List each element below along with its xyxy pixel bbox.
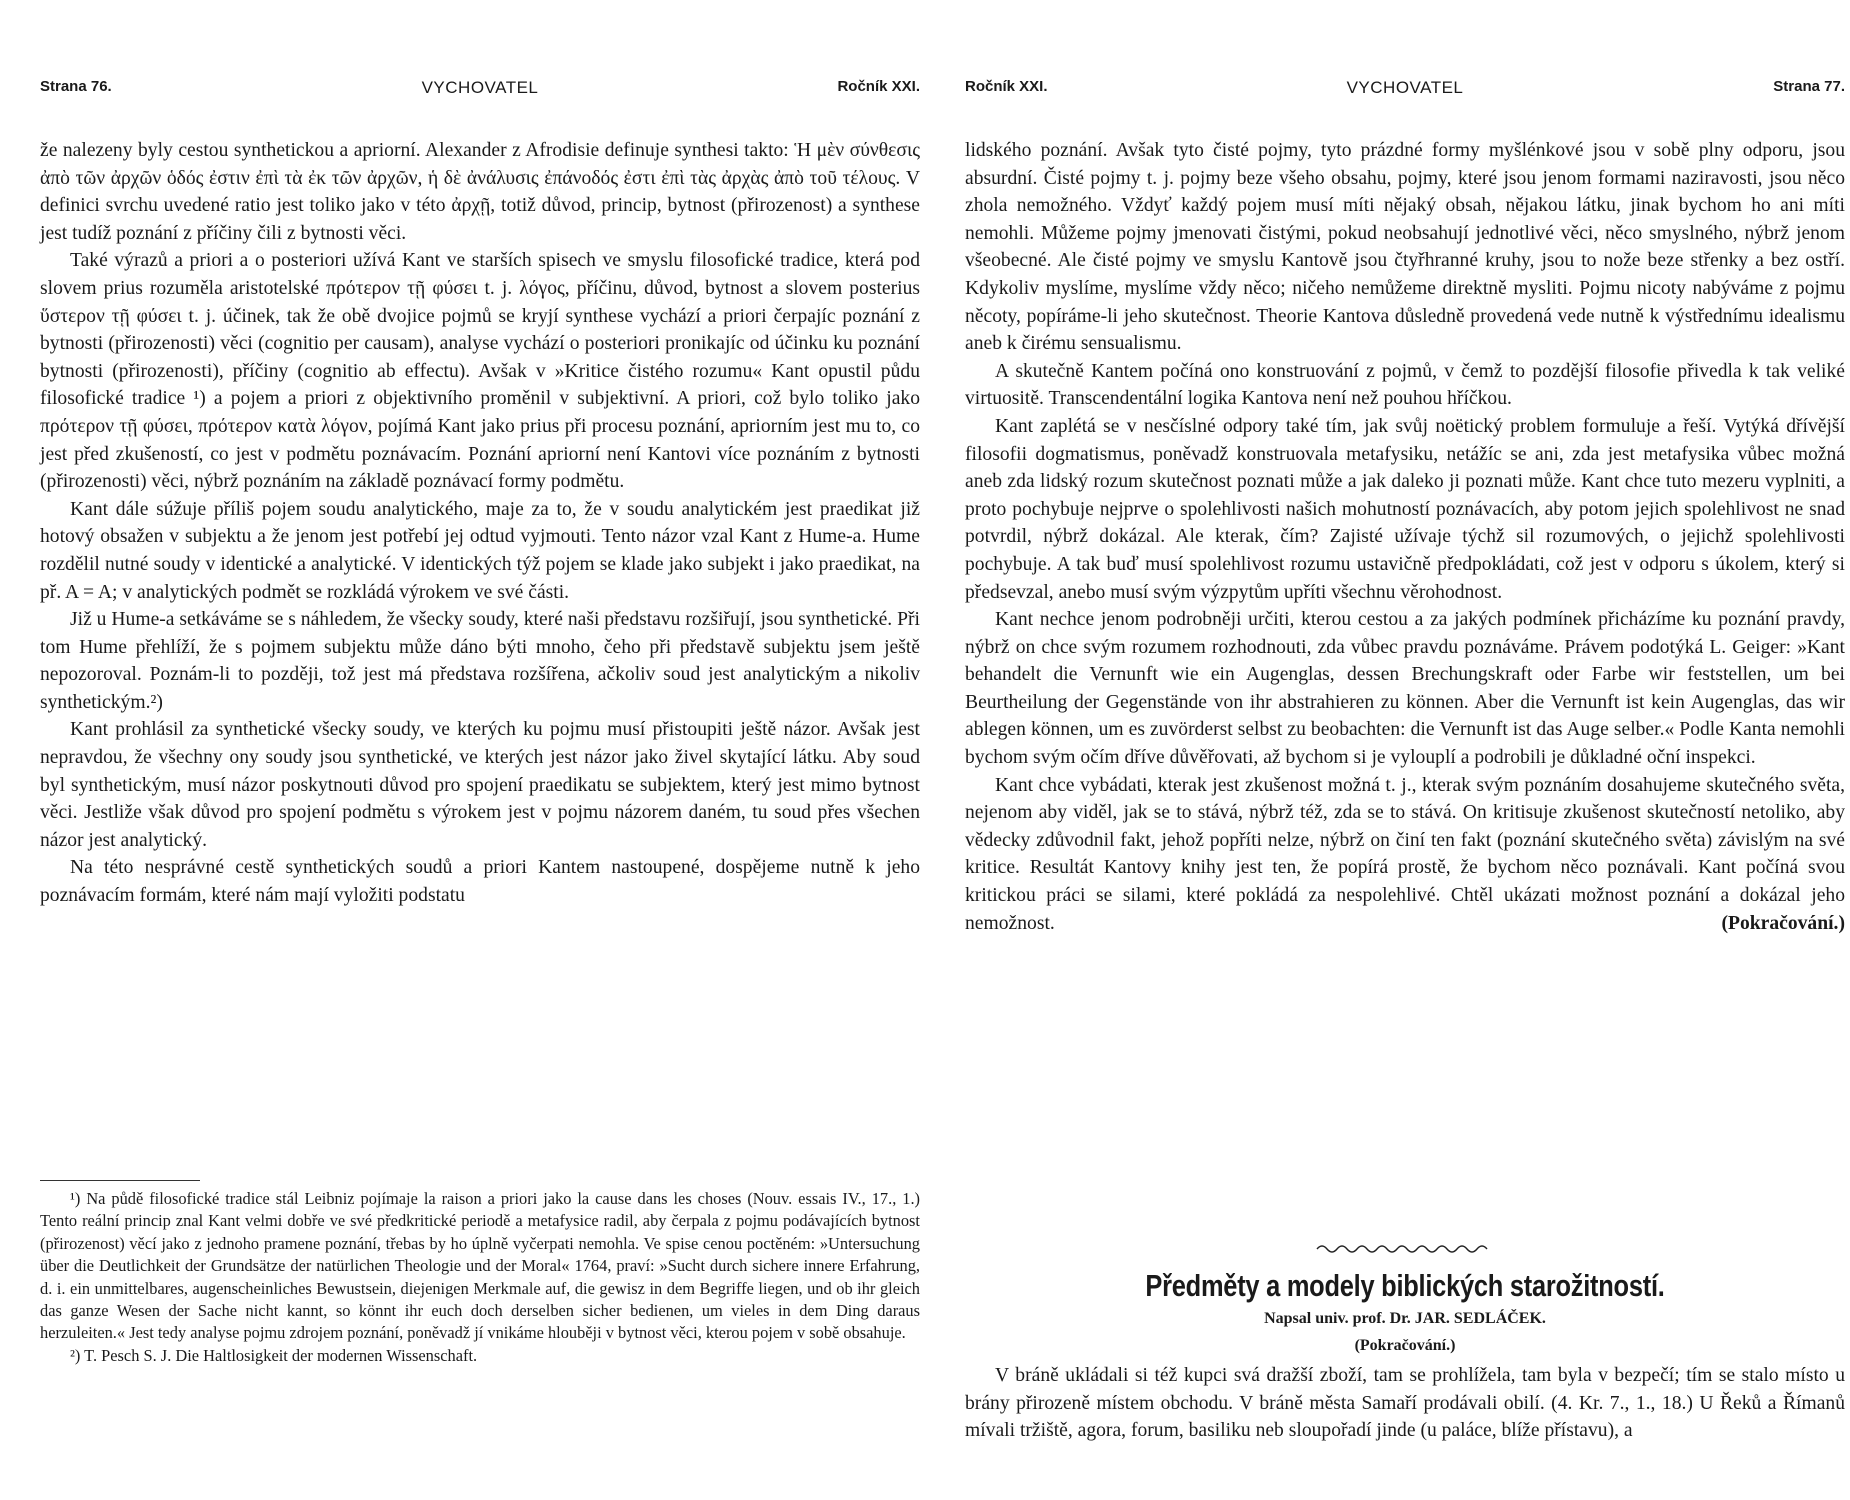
journal-title: VYCHOVATEL (421, 78, 539, 97)
footnote: ²) T. Pesch S. J. Die Haltlosigkeit der modernen Wissenschaft. (70, 1345, 478, 1365)
paragraph-last (965, 772, 1845, 938)
volume-label: Ročník XXI. (965, 78, 1048, 95)
paragraph: Na této nesprávné cestě synthetických soudů a priori Kantem nastoupené, dospějeme nutně k jeho poznávacím formám, které nám mají vyložiti podstatu (40, 857, 920, 907)
paragraph: že nalezeny byly cestou synthetickou a apriorní. Alexander z Afrodisie definuje synthesi takto: Ἡ μὲν σύνθεσις ἀπὸ τῶν ἀρχῶν ὁδός ἐστιν ἐπὶ τὰ ἐκ τῶν ἀρχῶν, ἡ δὲ ἀνάλυσις ἐπάνοδός ἐστι ἐπὶ τὰς ἀρχὰς ἀπὸ τοῦ τέλους. V definici svrchu uvedené ratio jest toliko jako v této ἀρχῇ, totiž důvod, princip, bytnost (přirozenost) a synthese jest tudíž poznání z příčiny čili z bytnosti věci. (40, 140, 920, 244)
article-byline: Napsal univ. prof. Dr. JAR. SEDLÁČEK. (1264, 1310, 1546, 1327)
right-page (965, 0, 1845, 1500)
volume-label: Ročník XXI. (837, 78, 920, 95)
page-number: Strana 77. (1773, 78, 1845, 95)
journal-title: VYCHOVATEL (1346, 78, 1464, 97)
paragraph: Kant prohlásil za synthetické všecky soudy, ve kterých ku pojmu musí přistoupiti ještě názor. Avšak jest nepravdou, že všechny ony soudy jsou synthetické, ve kterých jest názor jako živel skytající látku. Aby soud byl synthetickým, musí názor poskytnouti důvod pro spojení praedikatu se subjektem, který jest mimo bytnost věci. Jestliže však důvod pro spojení podmětu s výrokem jest v pojmu názorem daném, tu soud přes všechen názor jest analytický. (40, 719, 920, 851)
article-text (965, 1362, 1845, 1445)
main-text (965, 137, 1845, 937)
page-number: Strana 76. (40, 78, 112, 95)
paragraph: Kant nechce jenom podrobněji určiti, kterou cestou a za jakých podmínek přicházíme ku poznání pravdy, nýbrž on chce svým rozumem rozhodnouti, zda vůbec pravdu poznáváme. Právem podotýká L. Geiger: »Kant behandelt die Vernunft wie ein Augenglas, dessen Brechungskraft oder Farbe wir feststellen, um bei Beurtheilung der Gegenstände von ihr abstrahieren zu können. Aber die Vernunft ist kein Augenglas, das wir ablegen können, um es zuvörderst selbst zu beobachten: die Vernunft ist das Auge selber.« Podle Kanta nemohli bychom svým očím dříve důvěřovati, až bychom si je vylouplí a podrobili je důkladné oční inspekci. (965, 609, 1845, 769)
left-page (40, 0, 920, 1500)
paragraph: V bráně ukládali si též kupci svá dražší zboží, tam se prohlížela, tam byla v bezpečí; tím se stalo místo u brány přirozeně místem obchodu. V bráně města Samaří prodávali obilí. (4. Kr. 7., 1., 18.) U Řeků a Římanů mívali tržiště, agora, forum, basiliku neb sloupořadí jinde (u paláce, blíže přístavu), a (965, 1365, 1845, 1442)
ornament-divider (1315, 1242, 1495, 1256)
paragraph: Již u Hume-a setkáváme se s náhledem, že všecky soudy, které naši představu rozšiřují, jsou synthetické. Při tom Hume přehlíží, že s pojmem subjektu může dáno býti mnoho, čeho při představě subjektu jsem ještě nepozoroval. Poznám-li to později, tož jest má představa rozšířena, ačkoliv soud jest analytickým a nikoliv synthetickým.²) (40, 609, 920, 713)
paragraph: Také výrazů a priori a o posteriori užívá Kant ve starších spisech ve smyslu filosofické tradice, která pod slovem prius rozuměla aristotelské πρότερον τῇ φύσει t. j. λόγος, příčinu, důvod, bytnost a slovem posterius ὕστερον τῇ φύσει t. j. účinek, tak že obě dvojice pojmů se kryjí synthese vychází a priori čerpajíc poznání z bytnosti (přirozenosti) věci (cognitio per causam), analyse vychází o posteriori pronikajíc od účinku ku poznání bytnosti (přirozenosti), příčiny (cognitio ab effectu). Avšak v »Kritice čistého rozumu« Kant opustil půdu filosofické tradice ¹) a pojem a priori z objektivního proměnil v subjektivní. A priori, což bylo toliko jako πρότερον τῇ φύσει, πρότερον κατὰ λόγον, pojímá Kant jako prius při procesu poznání, apriorním jest mu to, co jest před zkušeností, co jest v podmětu poznávacím. Poznání apriorní není Kantovi více poznáním z bytnosti (přirozenosti) věci, nýbrž poznáním na základě poznávací formy podmětu. (40, 250, 920, 493)
footnote: ¹) Na půdě filosofické tradice stál Leibniz pojímaje la raison a priori jako la cause dans les choses (Nouv. essais IV., 17., 1.) Tento reální princip znal Kant velmi dobře ve své předkritické periodě a metafysice radil, aby čerpala z pojmu podávajících bytnost (přirozenost) věcí jako z jednoho pramene poznání, třebas by ho úplně vyčerpati nemohla. Ve spise cenou poctěném: »Untersuchung über die Deutlichkeit der Grundsätze der natürlichen Theologie und der Moral« 1764, praví: »Sucht durch sichere innere Erfahrung, d. i. ein unmittelbares, augenscheinliches Bewustsein, diejenigen Merkmale auf, die gewisz in dem Begriffe liegen, und ob ihr gleich das ganze Wesen der Sache nicht kannt, so könnt ihr euch doch derselben sicher bedienen, um vieles in dem Ding daraus herzuleiten.« Jest tedy analyse pojmu zdrojem poznání, poněvadž jí vnikáme hlouběji v bytnost věci, kterou pojem v sobě obsahuje. (40, 1189, 920, 1343)
paragraph: A skutečně Kantem počíná ono konstruování z pojmů, v čemž to pozdější filosofie přivedla k tak veliké virtuositě. Transcendentální logika Kantova není než pouhou hříčkou. (965, 360, 1845, 410)
paragraph: lidského poznání. Avšak tyto čisté pojmy, tyto prázdné formy myšlénkové jsou v sobě plny odporu, jsou absurdní. Čisté pojmy t. j. pojmy beze všeho obsahu, pojmy, které jsou jenom formami naziravosti, jsou něco zhola nemožného. Vždyť každý pojem musí míti nějaký obsah, nějakou látku, jinak bychom ho ani míti nemohli. Můžeme pojmy jmenovati čistými, pokud neobsahují jednotlivé věci, něco smyslného, nýbrž jenom všeobecné. Ale čisté pojmy ve smyslu Kantově jsou čtyřhranné kruhy, jsou to nože beze střenky a bez ostří. Kdykoliv myslíme, myslíme vždy něco; ničeho nemůžeme direktně mysliti. Pojmu nicoty nabýváme z pojmu něcoty, popíráme-li jeho skutečnost. Theorie Kantova důsledně provedená vede nutně k výstřednímu idealismu aneb k čirému sensualismu. (965, 140, 1845, 355)
continuation-note: (Pokračování.) (1721, 912, 1845, 934)
paragraph-text: Kant chce vybádati, kterak jest zkušenost možná t. j., kterak svým poznáním dosahujeme skutečného světa, nejenom aby viděl, jak se to stává, nýbrž též, zda se to stává. On kritisuje zkušenost skutečností netoliko, aby vědecky zdůvodnil fakt, jehož popříti nelze, nýbrž on činí ten fakt (poznání skutečného světa) závislým na své kritice. Resultát Kantovy knihy jest ten, že popírá prostě, že bychom něco poznávali. Kant počíná svou kritickou práci se silami, které pokládá za nespolehlivé. Chtěl ukázati možnost poznání a dokázal jeho nemožnost. (965, 774, 1845, 934)
article-title: Předměty a modely biblických starožitností. (1145, 1268, 1665, 1303)
paragraph: Kant zaplétá se v nesčíslné odpory také tím, jak svůj noëtický problem formuluje a řeší. Vytýká dřívější filosofii dogmatismus, poněvadž konstruovala metafysiku, netážíc se ani, zda jest metafysika vůbec možná aneb zda lidský rozum skutečnost poznati může a jak daleko ji poznati může. Kant chce tuto mezeru vyplniti, a proto pochybuje nejprve o spolehlivosti našich mohutností poznávacích, aby potom jejich spolehlivost ne snad potvrdil, nýbrž dokázal. Ale kterak, čím? Zajisté užívaje týchž sil rozumových, o jejichž spolehlivosti pochybuje. A tak buď musí spolehlivost rozumu ustavičně předpokládati, což jest v odporu s úkolem, který si předsevzal, anebo musí svým výzpytům upříti všechnu věrohodnost. (965, 415, 1845, 603)
footnote-rule (40, 1180, 200, 1181)
running-head (40, 78, 920, 102)
article-continuation: (Pokračování.) (1354, 1337, 1456, 1354)
running-head (965, 78, 1845, 102)
main-text (40, 137, 920, 910)
footnotes (40, 1188, 920, 1367)
paragraph: Kant dále súžuje příliš pojem soudu analytického, maje za to, že v soudu analytickém jest praedikat již hotový obsažen v subjektu a že jenom jest potřebí jej odtud vyjmouti. Tento názor vzal Kant z Hume-a. Hume rozdělil nutné soudy v identické a analytické. V identických týž pojem se klade jako subjekt i jako praedikat, na př. A = A; v analytických podmět se rozkládá výrokem ve své části. (40, 498, 920, 603)
